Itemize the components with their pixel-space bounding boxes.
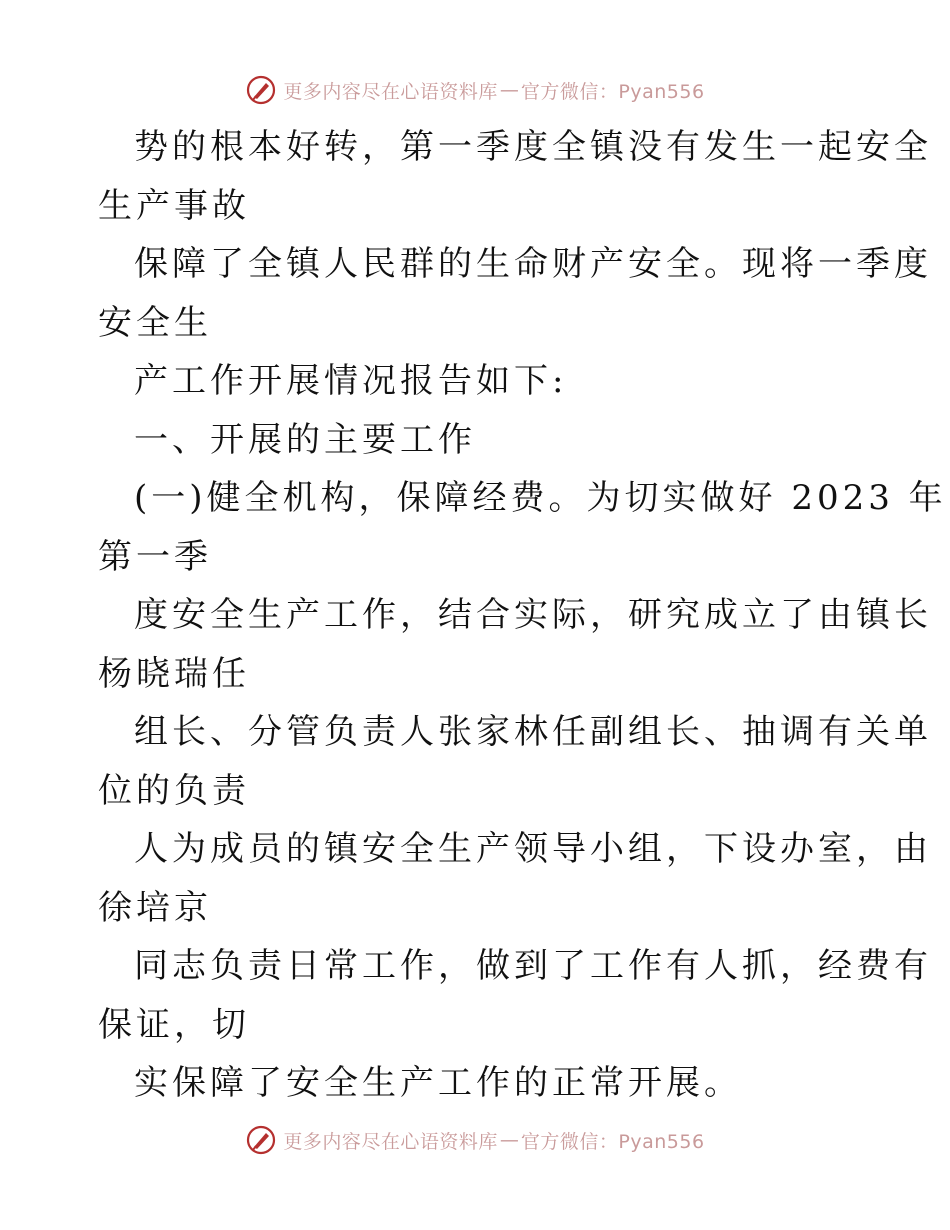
text-line: 保证，切 <box>98 1004 250 1045</box>
text-line: 第一季 <box>98 536 212 577</box>
watermark-suffix: 官方微信：Pyan556 <box>520 1130 705 1153</box>
text-line: 势的根本好转，第一季度全镇没有发生一起安全 <box>134 127 932 167</box>
watermark-separator: — <box>499 1129 519 1151</box>
text-line: 组长、分管负责人张家林任副组长、抽调有关单 <box>134 712 932 752</box>
watermark-text: 更多内容尽在心语资料库 <box>283 80 498 103</box>
section-heading: 一、开展的主要工作 <box>134 419 476 460</box>
quill-pen-seal-icon <box>245 74 277 106</box>
text-line: 杨晓瑞任 <box>98 653 250 694</box>
text-line: 人为成员的镇安全生产领导小组，下设办室，由 <box>134 829 932 869</box>
text-line: 生产事故 <box>98 185 250 226</box>
footer-watermark <box>0 1122 950 1158</box>
watermark-suffix: 官方微信：Pyan556 <box>520 80 705 103</box>
text-line: 产工作开展情况报告如下: <box>134 361 568 401</box>
text-line: 安全生 <box>98 302 212 343</box>
text-line: 度安全生产工作，结合实际，研究成立了由镇长 <box>134 595 932 635</box>
header-watermark <box>0 72 950 108</box>
text-line: 实保障了安全生产工作的正常开展。 <box>134 1063 742 1103</box>
document-body <box>98 118 947 1113</box>
text-line: 保障了全镇人民群的生命财产安全。现将一季度 <box>134 244 932 284</box>
watermark-separator: — <box>499 79 519 101</box>
text-line: (一)健全机构，保障经费。为切实做好 2023 年 <box>134 478 947 518</box>
text-line: 同志负责日常工作，做到了工作有人抓，经费有 <box>134 946 932 986</box>
text-line: 徐培京 <box>98 887 212 928</box>
watermark-text: 更多内容尽在心语资料库 <box>283 1130 498 1153</box>
text-line: 位的负责 <box>98 770 250 811</box>
quill-pen-seal-icon <box>245 1124 277 1156</box>
